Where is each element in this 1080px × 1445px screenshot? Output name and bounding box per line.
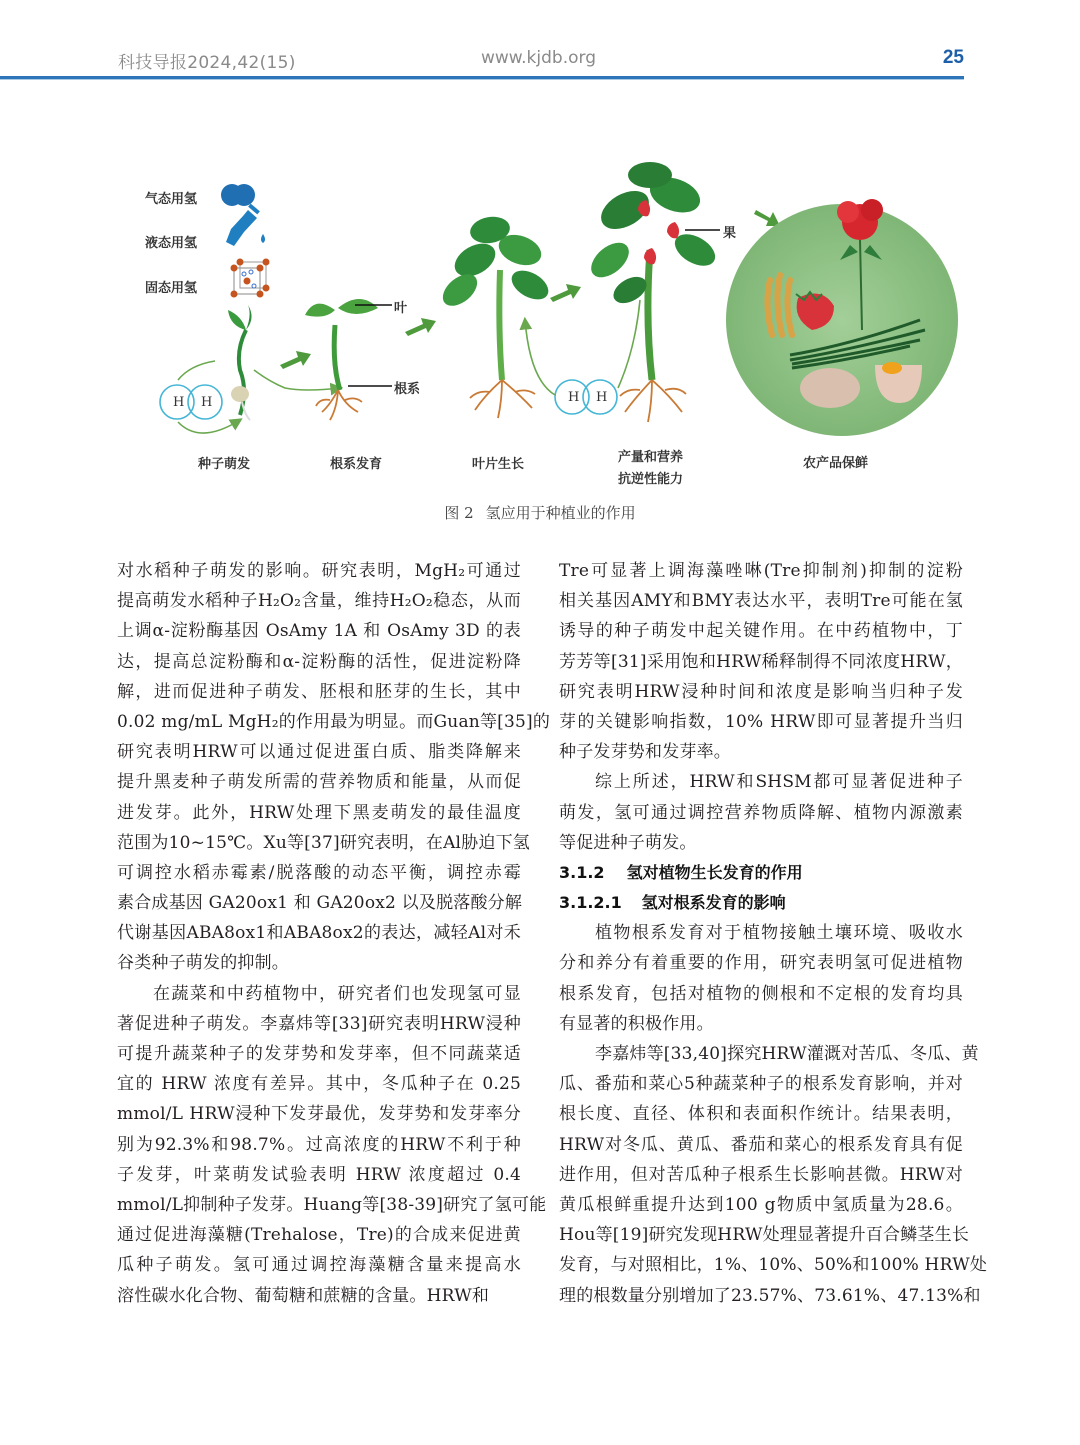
text-line: 诱导的种子萌发中起关键作用。在中药植物中，丁 xyxy=(559,621,963,642)
text-line: 芳芳等[31]采用饱和HRW稀释制得不同浓度HRW， xyxy=(559,651,963,672)
text-line: 可提升蔬菜种子的发芽势和发芽率，但不同蔬菜适 xyxy=(117,1044,521,1064)
text-line: 芽的关键影响指数，10% HRW即可显著提升当归 xyxy=(559,711,963,732)
text-line: 发育，与对照相比，1%、10%、50%和100% HRW处 xyxy=(559,1255,988,1276)
heading-title: 氢对根系发育的影响 xyxy=(641,893,786,913)
running-header xyxy=(118,46,964,76)
text-line: 著促进种子萌发。李嘉炜等[33]研究表明HRW浸种 xyxy=(117,1013,521,1034)
text-line: 有显著的积极作用。 xyxy=(559,1013,714,1034)
text-line: 研究表明HRW浸种时间和浓度是影响当归种子发 xyxy=(559,681,963,702)
legend-liquid-hydrogen: 液态用氢 xyxy=(145,236,198,251)
text-line: 分和养分有着重要的作用，研究表明氢可促进植物 xyxy=(559,953,963,974)
h-atom-label: H xyxy=(173,395,185,410)
page-number: 25 xyxy=(942,47,964,68)
journal-name: 科技导报2024,42(15) xyxy=(118,53,296,73)
fruit-label: 果 xyxy=(723,226,737,241)
text-line: 瓜种子萌发。氢可通过调控海藻糖含量来提高水 xyxy=(117,1255,521,1276)
legend-solid-hydrogen: 固态用氢 xyxy=(145,281,198,296)
text-line: 进作用，但对苦瓜种子根系生长影响甚微。HRW对 xyxy=(559,1164,963,1185)
text-line: 相关基因AMY和BMY表达水平，表明Tre可能在氢 xyxy=(559,591,963,612)
text-line: 萌发，氢可通过调控营养物质降解、植物内源激素 xyxy=(559,802,963,823)
section-heading-3-1-2-1 xyxy=(559,888,963,918)
text-line: 别为92.3%和98.7%。过高浓度的HRW不利于种 xyxy=(117,1134,521,1155)
text-line: 上调α-淀粉酶基因 OsAmy 1A 和 OsAmy 3D 的表 xyxy=(117,621,521,642)
h-atom-label: H xyxy=(201,395,213,410)
h-atom-label: H xyxy=(596,390,608,405)
text-line: 植物根系发育对于植物接触土壤环境、吸收水 xyxy=(595,923,963,944)
text-line: 素合成基因 GA20ox1 和 GA20ox2 以及脱落酸分解 xyxy=(117,893,523,914)
figure-caption xyxy=(0,502,1080,523)
text-line: 范围为10~15℃。Xu等[37]研究表明，在Al胁迫下氢 xyxy=(117,832,530,853)
stage-yield-nutrition: 产量和营养 xyxy=(618,450,684,465)
text-line: 种子发芽势和发芽率。 xyxy=(559,742,731,763)
text-line: 解，进而促进种子萌发、胚根和胚芽的生长，其中 xyxy=(117,681,521,702)
root-stage-plant-image xyxy=(305,299,392,420)
text-line: 在蔬菜和中药植物中，研究者们也发现氢可显 xyxy=(153,983,521,1004)
text-line: Tre可显著上调海藻唑啉(Tre抑制剂)抑制的淀粉 xyxy=(559,561,963,581)
text-line: 对水稻种子萌发的影响。研究表明，MgH₂可通过 xyxy=(117,561,521,581)
text-line: 溶性碳水化合物、葡萄糖和蔗糖的含量。HRW和 xyxy=(117,1285,490,1306)
text-line: 研究表明HRW可以通过促进蛋白质、脂类降解来 xyxy=(117,742,521,763)
seed-sprout-image xyxy=(228,305,252,420)
stage-arrow-icon xyxy=(550,284,581,302)
text-line: 提高萌发水稻种子H₂O₂含量，维持H₂O₂稳态，从而 xyxy=(117,591,521,612)
leaf-stage-plant-image xyxy=(437,214,553,418)
stage-root-development: 根系发育 xyxy=(330,457,383,472)
text-line: 李嘉炜等[33,40]探究HRW灌溉对苦瓜、冬瓜、黄 xyxy=(595,1044,979,1064)
text-line: mmol/L抑制种子发芽。Huang等[38-39]研究了氢可能 xyxy=(117,1194,547,1215)
stage-arrow-icon xyxy=(280,351,311,369)
leaf-label: 叶 xyxy=(394,301,408,316)
heading-number: 3.1.2 xyxy=(559,862,605,882)
journal-url[interactable]: www.kjdb.org xyxy=(481,48,596,68)
text-line: HRW对冬瓜、黄瓜、番茄和菜心的根系发育具有促 xyxy=(559,1134,963,1155)
caption-text: 氢应用于种植业的作用 xyxy=(485,504,636,522)
text-line: 通过促进海藻糖(Trehalose，Tre)的合成来促进黄 xyxy=(117,1225,521,1246)
text-line: 黄瓜根鲜重提升达到100 g物质中氢质量为28.6。 xyxy=(559,1194,963,1215)
stage-produce-preservation: 农产品保鲜 xyxy=(803,456,869,471)
gas-hydrogen-icon xyxy=(221,184,255,206)
figure-illustration xyxy=(130,150,970,500)
text-line: 0.02 mg/mL MgH₂的作用最为明显。而Guan等[35]的 xyxy=(117,711,551,732)
liquid-hydrogen-flask-icon xyxy=(226,204,265,246)
stage-seed-germination: 种子萌发 xyxy=(198,457,251,472)
figure-2 xyxy=(130,150,970,500)
text-line: 瓜、番茄和菜心5种蔬菜种子的根系发育影响，并对 xyxy=(559,1074,963,1095)
text-line: 代谢基因ABA8ox1和ABA8ox2的表达，减轻Al对禾 xyxy=(117,923,521,944)
heading-title: 氢对植物生长发育的作用 xyxy=(626,862,803,882)
text-line: 子发芽，叶菜萌发试验表明 HRW 浓度超过 0.4 xyxy=(117,1164,521,1185)
text-line: 谷类种子萌发的抑制。 xyxy=(117,953,289,974)
text-line: 达，提高总淀粉酶和α-淀粉酶的活性，促进淀粉降 xyxy=(117,651,521,672)
text-line: 根长度、直径、体积和表面积作统计。结果表明， xyxy=(559,1104,963,1125)
text-line: 等促进种子萌发。 xyxy=(559,832,697,853)
hydrogen-molecule-icon xyxy=(555,380,617,414)
text-line: 进发芽。此外，HRW处理下黑麦萌发的最佳温度 xyxy=(117,802,521,823)
hydrogen-molecule-icon xyxy=(160,385,222,419)
section-heading-3-1-2 xyxy=(559,858,963,888)
stage-leaf-growth: 叶片生长 xyxy=(472,457,525,472)
heading-number: 3.1.2.1 xyxy=(559,893,622,913)
text-line: 根系发育，包括对植物的侧根和不定根的发育均具 xyxy=(559,983,963,1004)
fruit-stage-plant-image xyxy=(585,162,721,422)
legend-gas-hydrogen: 气态用氢 xyxy=(145,192,198,207)
agricultural-produce-image xyxy=(726,199,958,436)
text-line: 理的根数量分别增加了23.57%、73.61%、47.13%和 xyxy=(559,1285,981,1306)
solid-hydrogen-crystal-icon xyxy=(231,259,270,298)
left-column xyxy=(117,556,551,1311)
text-line: 综上所述，HRW和SHSM都可显著促进种子 xyxy=(595,772,963,793)
caption-number: 图 2 xyxy=(444,504,474,522)
text-line: 可调控水稻赤霉素/脱落酸的动态平衡，调控赤霉 xyxy=(117,862,521,883)
header-rule-light xyxy=(0,79,964,80)
text-line: 宜的 HRW 浓度有差异。其中，冬瓜种子在 0.25 xyxy=(117,1074,521,1095)
stage-arrow-icon xyxy=(405,318,436,336)
stage-arrow-icon xyxy=(754,210,780,226)
text-line: Hou等[19]研究发现HRW处理显著提升百合鳞茎生长 xyxy=(559,1225,970,1246)
stage-stress-resistance: 抗逆性能力 xyxy=(618,472,684,487)
root-label: 根系 xyxy=(394,382,421,397)
text-line: mmol/L HRW浸种下发芽最优，发芽势和发芽率分 xyxy=(117,1104,521,1125)
h-atom-label: H xyxy=(568,390,580,405)
text-line: 提升黑麦种子萌发所需的营养物质和能量，从而促 xyxy=(117,772,521,793)
right-column xyxy=(559,556,988,1311)
